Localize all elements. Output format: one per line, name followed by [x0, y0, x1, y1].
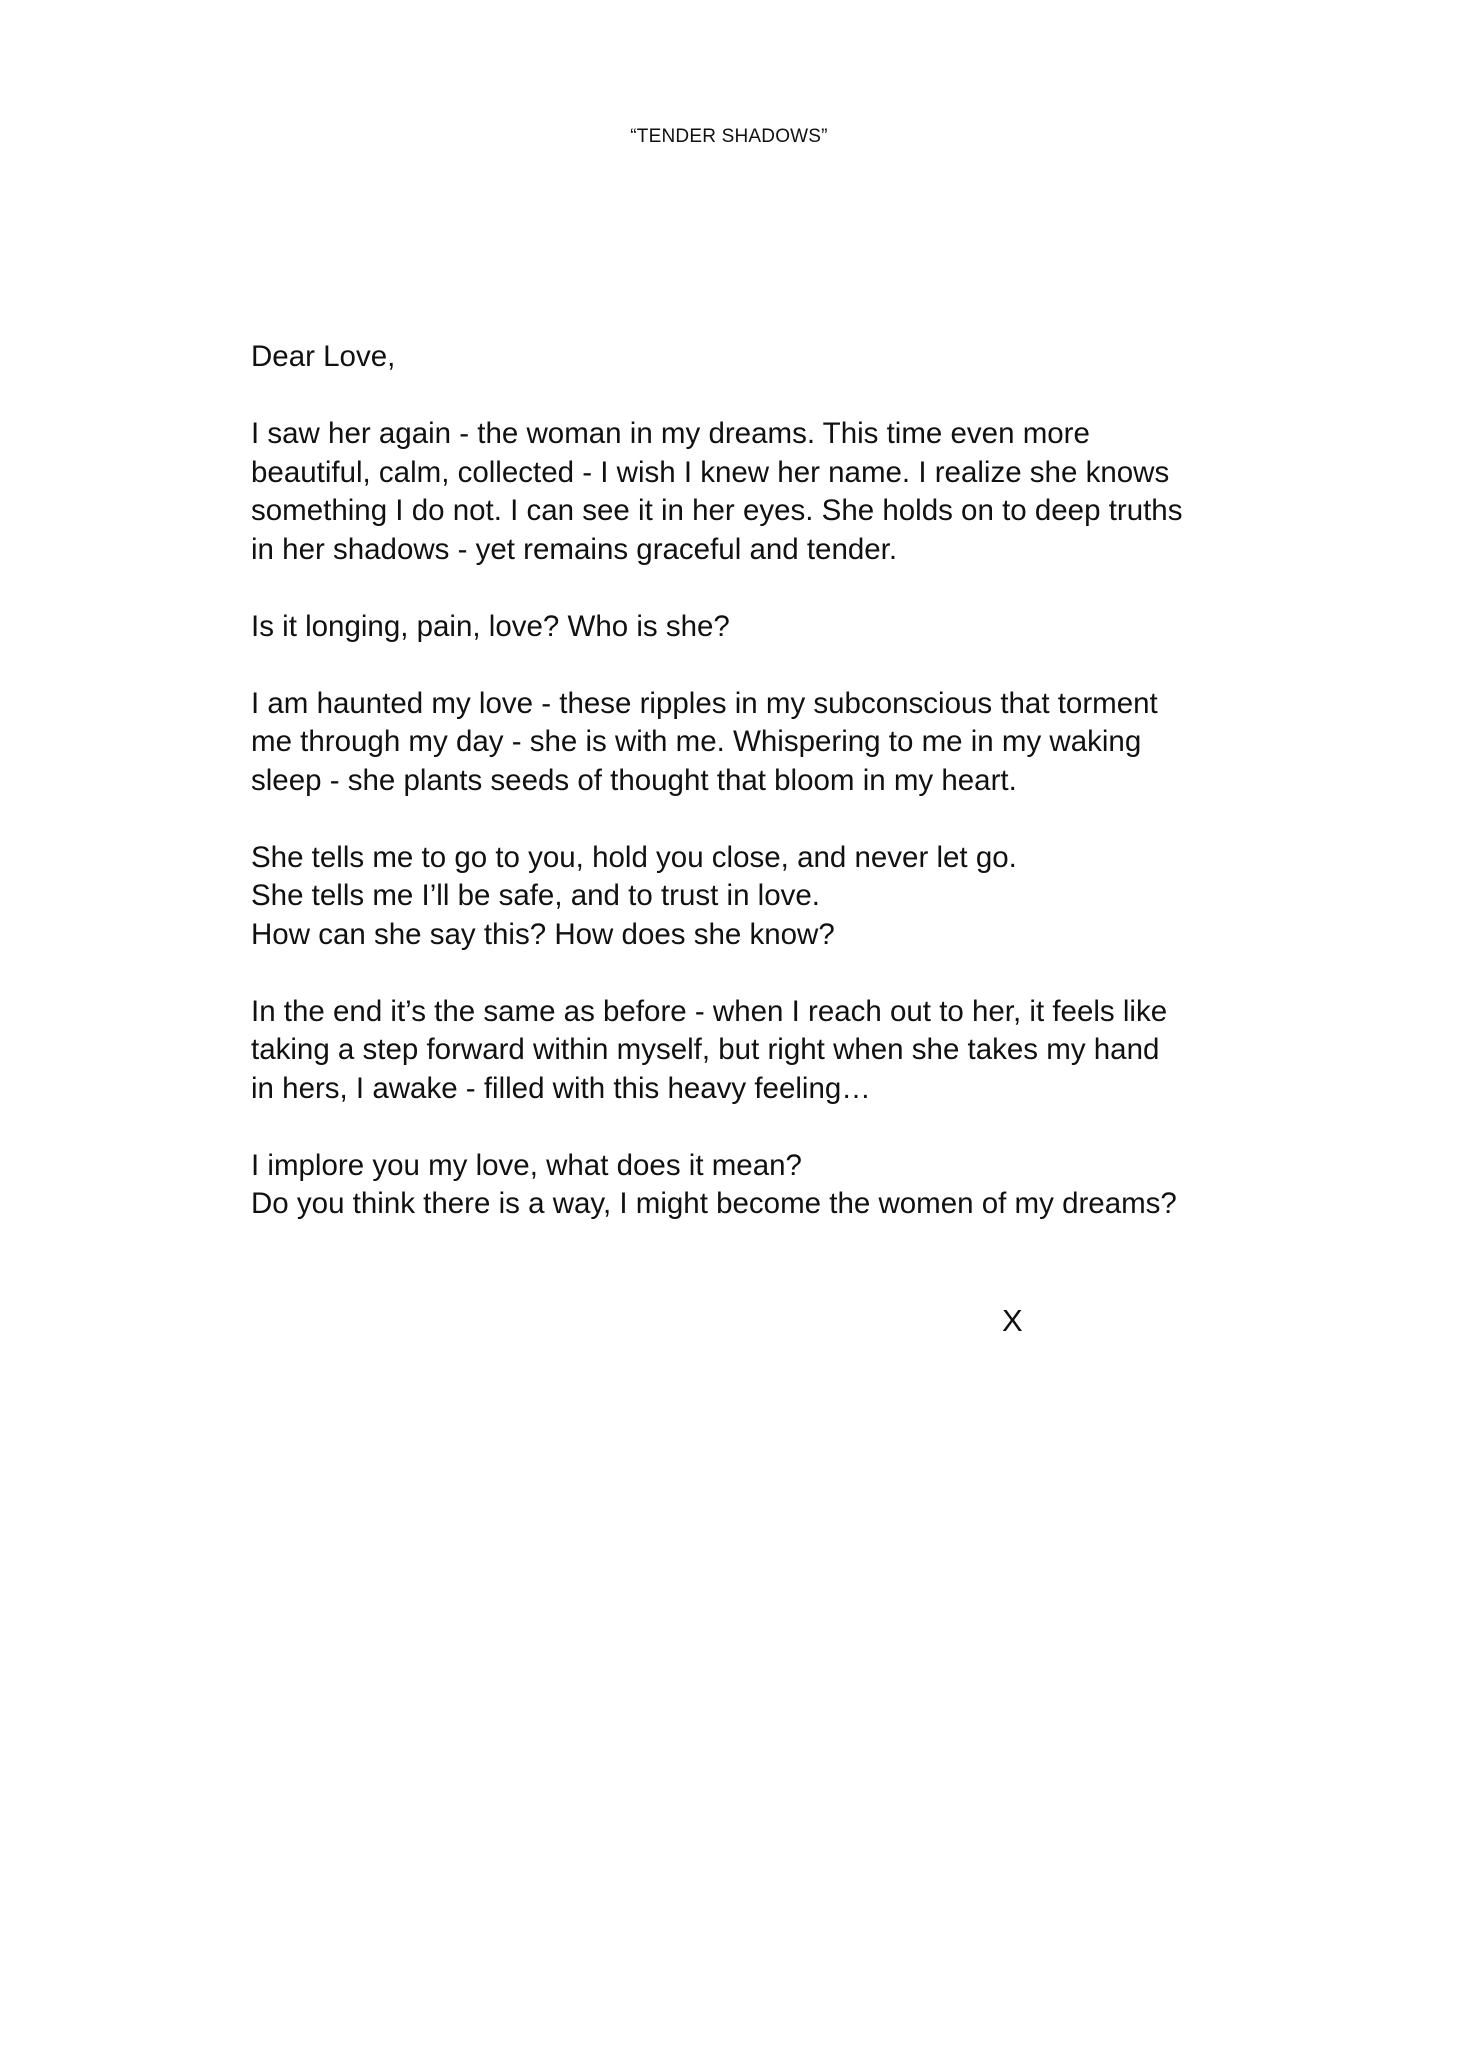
- paragraph-line: Is it longing, pain, love? Who is she?: [251, 609, 730, 643]
- sign-off: X: [1002, 1303, 1023, 1338]
- paragraph-line: taking a step forward within myself, but right when she takes my hand: [251, 1033, 1160, 1066]
- paragraph-line: sleep - she plants seeds of thought that bloom in my heart.: [251, 763, 1017, 797]
- paragraph-6: [251, 1147, 1251, 1224]
- paragraph-line: She tells me I’ll be safe, and to trust in love.: [251, 879, 820, 912]
- paragraph-4: [251, 839, 1251, 955]
- paragraph-line: me through my day - she is with me. Whispering to me in my waking: [251, 725, 1142, 758]
- paragraph-line: How can she say this? How does she know?: [251, 917, 835, 951]
- paragraph-line: something I do not. I can see it in her eyes. She holds on to deep truths: [251, 494, 1183, 527]
- paragraph-1: [251, 415, 1251, 569]
- paragraph-line: I am haunted my love - these ripples in my subconscious that torment: [251, 686, 1158, 720]
- document-title: “TENDER SHADOWS”: [630, 126, 828, 147]
- paragraph-line: in hers, I awake - filled with this heavy feeling…: [251, 1071, 871, 1105]
- paragraph-2: [251, 608, 1251, 647]
- paragraph-line: In the end it’s the same as before - when I reach out to her, it feels like: [251, 994, 1168, 1028]
- paragraph-line: She tells me to go to you, hold you close, and never let go.: [251, 840, 1017, 874]
- paragraph-5: [251, 993, 1251, 1109]
- paragraph-line: I implore you my love, what does it mean?: [251, 1148, 802, 1182]
- letter-body: [251, 338, 1251, 1262]
- salutation: Dear Love,: [251, 340, 396, 373]
- paragraph-line: beautiful, calm, collected - I wish I knew her name. I realize she knows: [251, 455, 1170, 489]
- paragraph-line: Do you think there is a way, I might become the women of my dreams?: [251, 1187, 1177, 1220]
- paragraph-line: in her shadows - yet remains graceful and tender.: [251, 532, 898, 566]
- paragraph-line: I saw her again - the woman in my dreams. This time even more: [251, 417, 1090, 450]
- paragraph-3: [251, 685, 1251, 801]
